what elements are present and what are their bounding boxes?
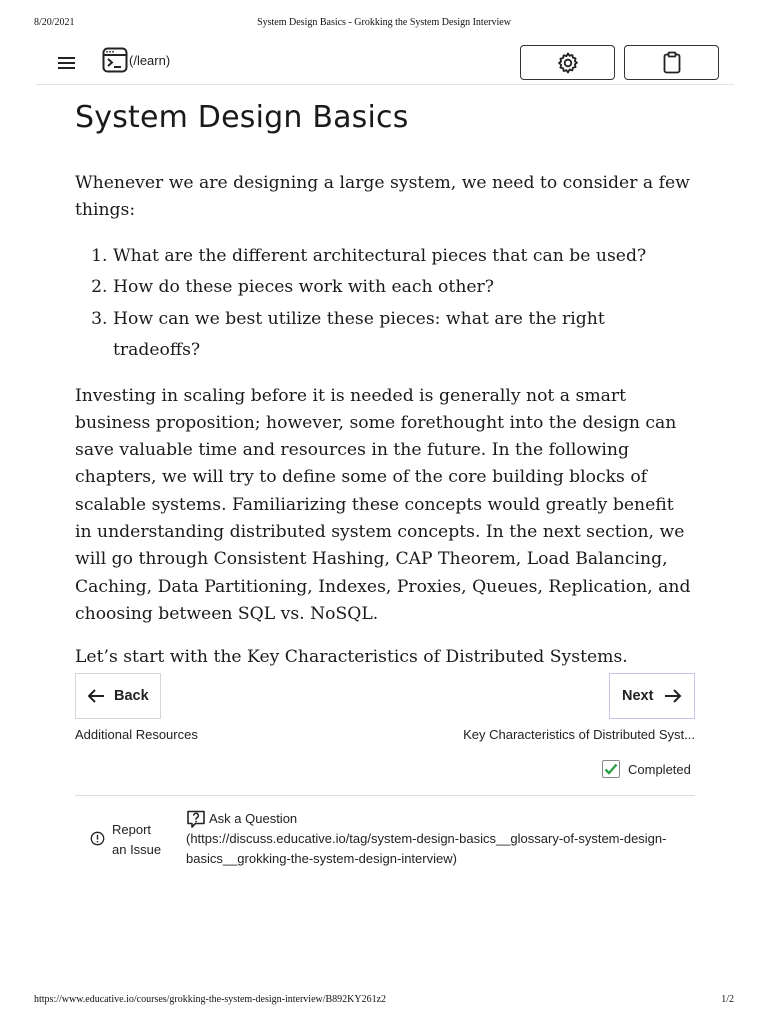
intro-paragraph: Whenever we are designing a large system, we need to consider a few things: xyxy=(75,173,690,221)
body-paragraph: Investing in scaling before it is needed is generally not a smart business proposition; however, some forethought into the design can save valuable time and resources in the future. In the following chapters, we will try to define some of the core building blocks of scalable systems. Familiarizing these concepts would greatly benefit in understanding distributed system concepts. In the next section, we will go through Consistent Hashing, CAP Theorem, Load Balancing, Caching, Data Partitioning, Indexes, Proxies, Queues, Replication, and choosing between SQL vs. NoSQL. xyxy=(75,385,691,624)
print-page-number: 1/2 xyxy=(721,994,734,1005)
next-lesson-link[interactable]: Key Characteristics of Distributed Syst... xyxy=(463,727,695,742)
ask-question-url-1: (https://discuss.educative.io/tag/system-design-basics__glossary-of-system-design- xyxy=(186,831,667,846)
print-date: 8/20/2021 xyxy=(34,17,75,28)
hamburger-icon[interactable] xyxy=(56,53,78,71)
checkbox-box[interactable] xyxy=(602,760,620,778)
lesson-content xyxy=(75,170,695,672)
learn-home-link[interactable] xyxy=(102,47,170,73)
list-item: 2. How do these pieces work with each other? xyxy=(113,272,695,304)
print-footer xyxy=(0,994,768,1008)
report-issue-text xyxy=(112,820,161,860)
logo-link-text: (/learn) xyxy=(129,52,171,68)
print-header xyxy=(0,17,768,31)
settings-button[interactable] xyxy=(520,45,615,80)
page-title: System Design Basics xyxy=(75,100,409,135)
previous-lesson-link[interactable]: Additional Resources xyxy=(75,727,198,742)
arrow-right-icon xyxy=(664,688,682,704)
alert-circle-icon xyxy=(90,831,105,846)
report-line-1: Report xyxy=(112,822,152,837)
completed-label: Completed xyxy=(628,761,691,777)
section-divider xyxy=(75,795,695,796)
question-bubble-icon xyxy=(186,809,206,829)
closing-paragraph: Let’s start with the Key Characteristics of Distributed Systems. xyxy=(75,647,628,668)
clipboard-button[interactable] xyxy=(624,45,719,80)
ask-question-label: Ask a Question xyxy=(209,811,298,826)
questions-list xyxy=(75,241,695,367)
checkmark-icon xyxy=(604,763,618,775)
report-line-2: an Issue xyxy=(112,842,162,857)
list-item: 3. How can we best utilize these pieces: what are the right tradeoffs? xyxy=(113,304,695,367)
back-button[interactable] xyxy=(75,673,161,719)
completed-checkbox[interactable] xyxy=(602,760,691,778)
list-item: 1. What are the different architectural pieces that can be used? xyxy=(113,241,695,273)
terminal-logo-icon xyxy=(102,47,128,73)
print-title: System Design Basics - Grokking the System Design Interview xyxy=(257,17,511,28)
arrow-left-icon xyxy=(87,688,105,704)
next-button-label: Next xyxy=(622,688,654,704)
print-url: https://www.educative.io/courses/grokking-the-system-design-interview/B892KY261z2 xyxy=(34,994,387,1005)
ask-question-url-2: basics__grokking-the-system-design-interview) xyxy=(186,851,457,866)
top-navigation-bar xyxy=(36,40,734,85)
next-button[interactable] xyxy=(609,673,695,719)
back-button-label: Back xyxy=(114,688,149,704)
report-issue-link[interactable] xyxy=(90,820,161,860)
ask-question-link[interactable] xyxy=(186,809,706,869)
gear-icon xyxy=(556,51,580,75)
clipboard-icon xyxy=(661,51,683,75)
